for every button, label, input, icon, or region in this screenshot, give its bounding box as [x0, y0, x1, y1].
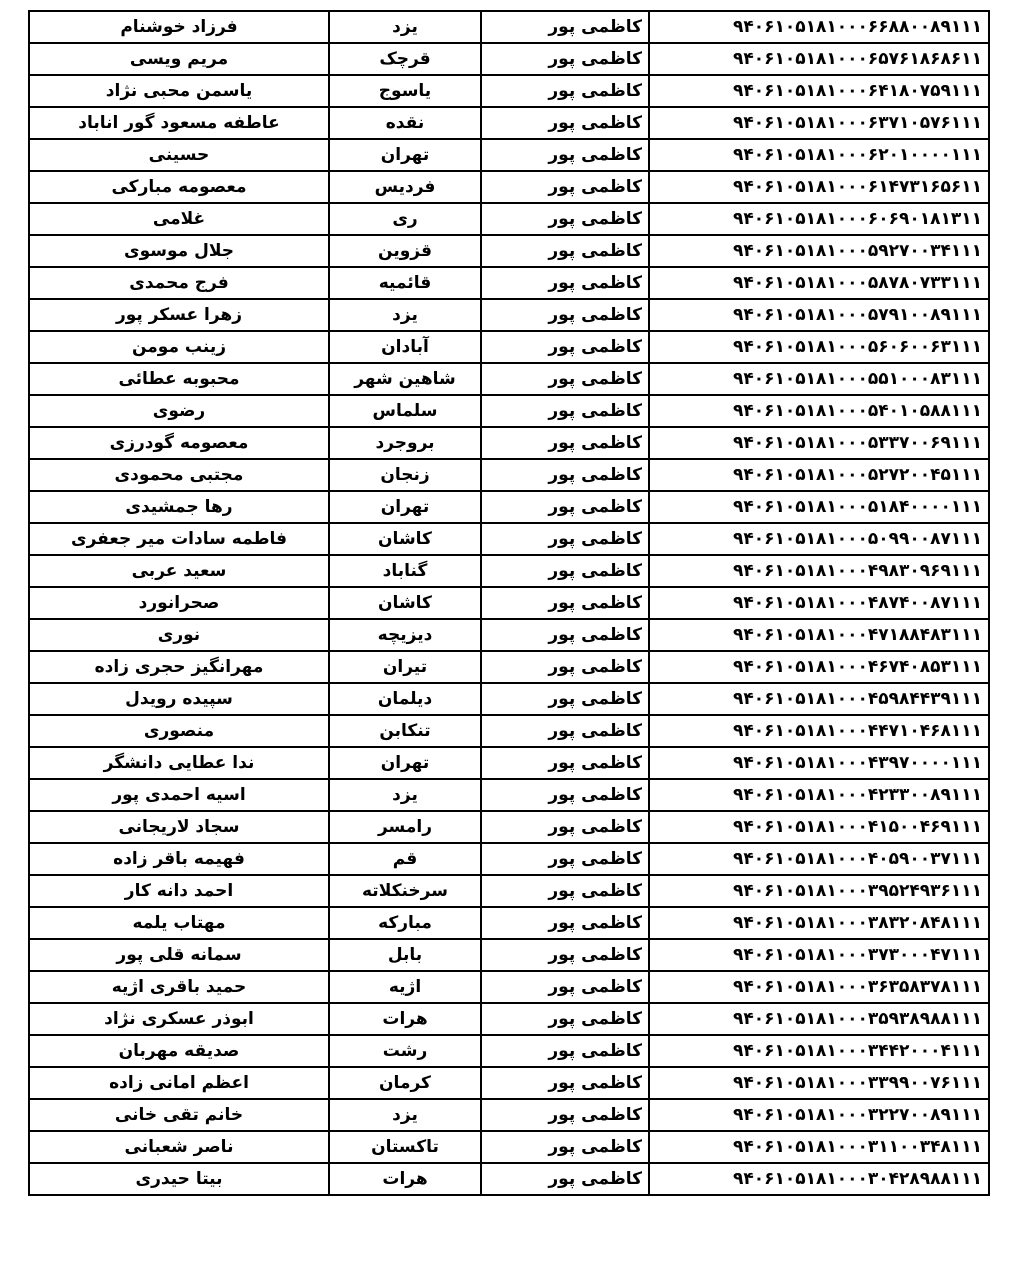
- person-name-cell: یاسمن محبی نژاد: [29, 75, 329, 107]
- records-table-body: [29, 11, 989, 1195]
- tracking-code-cell: ۹۴۰۶۱۰۵۱۸۱۰۰۰۴۸۷۴۰۰۸۷۱۱۱: [649, 587, 989, 619]
- agent-cell: کاظمی پور: [481, 299, 649, 331]
- table-row: [29, 651, 989, 683]
- city-cell: دیلمان: [329, 683, 481, 715]
- agent-cell: کاظمی پور: [481, 843, 649, 875]
- records-sheet: [28, 10, 988, 1196]
- table-row: [29, 43, 989, 75]
- table-row: [29, 1035, 989, 1067]
- table-row: [29, 747, 989, 779]
- tracking-code-cell: ۹۴۰۶۱۰۵۱۸۱۰۰۰۶۳۷۱۰۵۷۶۱۱۱: [649, 107, 989, 139]
- table-row: [29, 555, 989, 587]
- city-cell: قزوین: [329, 235, 481, 267]
- person-name-cell: فرزاد خوشنام: [29, 11, 329, 43]
- person-name-cell: غلامی: [29, 203, 329, 235]
- person-name-cell: مهرانگیز حجری زاده: [29, 651, 329, 683]
- agent-cell: کاظمی پور: [481, 107, 649, 139]
- person-name-cell: سجاد لاریجانی: [29, 811, 329, 843]
- agent-cell: کاظمی پور: [481, 939, 649, 971]
- person-name-cell: حسینی: [29, 139, 329, 171]
- table-row: [29, 75, 989, 107]
- table-row: [29, 139, 989, 171]
- table-row: [29, 1067, 989, 1099]
- person-name-cell: مجتبی محمودی: [29, 459, 329, 491]
- table-row: [29, 811, 989, 843]
- person-name-cell: رها جمشیدی: [29, 491, 329, 523]
- table-row: [29, 203, 989, 235]
- agent-cell: کاظمی پور: [481, 1131, 649, 1163]
- city-cell: کاشان: [329, 587, 481, 619]
- table-row: [29, 107, 989, 139]
- tracking-code-cell: ۹۴۰۶۱۰۵۱۸۱۰۰۰۳۱۱۰۰۳۴۸۱۱۱: [649, 1131, 989, 1163]
- table-row: [29, 11, 989, 43]
- city-cell: یزد: [329, 779, 481, 811]
- records-table: [28, 10, 990, 1196]
- tracking-code-cell: ۹۴۰۶۱۰۵۱۸۱۰۰۰۴۱۵۰۰۴۶۹۱۱۱: [649, 811, 989, 843]
- agent-cell: کاظمی پور: [481, 1099, 649, 1131]
- table-row: [29, 395, 989, 427]
- agent-cell: کاظمی پور: [481, 683, 649, 715]
- city-cell: دیزیچه: [329, 619, 481, 651]
- table-row: [29, 619, 989, 651]
- city-cell: شاهین شهر: [329, 363, 481, 395]
- agent-cell: کاظمی پور: [481, 1163, 649, 1195]
- city-cell: سلماس: [329, 395, 481, 427]
- person-name-cell: زهرا عسکر پور: [29, 299, 329, 331]
- person-name-cell: ناصر شعبانی: [29, 1131, 329, 1163]
- tracking-code-cell: ۹۴۰۶۱۰۵۱۸۱۰۰۰۳۷۳۰۰۰۴۷۱۱۱: [649, 939, 989, 971]
- tracking-code-cell: ۹۴۰۶۱۰۵۱۸۱۰۰۰۳۸۳۲۰۸۴۸۱۱۱: [649, 907, 989, 939]
- agent-cell: کاظمی پور: [481, 331, 649, 363]
- tracking-code-cell: ۹۴۰۶۱۰۵۱۸۱۰۰۰۶۶۸۸۰۰۸۹۱۱۱: [649, 11, 989, 43]
- tracking-code-cell: ۹۴۰۶۱۰۵۱۸۱۰۰۰۵۲۷۲۰۰۴۵۱۱۱: [649, 459, 989, 491]
- agent-cell: کاظمی پور: [481, 427, 649, 459]
- city-cell: قائمیه: [329, 267, 481, 299]
- person-name-cell: رضوی: [29, 395, 329, 427]
- table-row: [29, 427, 989, 459]
- person-name-cell: عاطفه مسعود گور اناباد: [29, 107, 329, 139]
- tracking-code-cell: ۹۴۰۶۱۰۵۱۸۱۰۰۰۳۹۵۲۴۹۳۶۱۱۱: [649, 875, 989, 907]
- table-row: [29, 491, 989, 523]
- tracking-code-cell: ۹۴۰۶۱۰۵۱۸۱۰۰۰۳۲۲۷۰۰۸۹۱۱۱: [649, 1099, 989, 1131]
- city-cell: سرخنکلاته: [329, 875, 481, 907]
- agent-cell: کاظمی پور: [481, 11, 649, 43]
- tracking-code-cell: ۹۴۰۶۱۰۵۱۸۱۰۰۰۶۱۴۷۳۱۶۵۶۱۱: [649, 171, 989, 203]
- table-row: [29, 1131, 989, 1163]
- person-name-cell: بیتا حیدری: [29, 1163, 329, 1195]
- tracking-code-cell: ۹۴۰۶۱۰۵۱۸۱۰۰۰۵۴۰۱۰۵۸۸۱۱۱: [649, 395, 989, 427]
- person-name-cell: حمید باقری اژیه: [29, 971, 329, 1003]
- tracking-code-cell: ۹۴۰۶۱۰۵۱۸۱۰۰۰۴۲۳۳۰۰۸۹۱۱۱: [649, 779, 989, 811]
- city-cell: تیران: [329, 651, 481, 683]
- table-row: [29, 235, 989, 267]
- agent-cell: کاظمی پور: [481, 555, 649, 587]
- agent-cell: کاظمی پور: [481, 75, 649, 107]
- tracking-code-cell: ۹۴۰۶۱۰۵۱۸۱۰۰۰۴۳۹۷۰۰۰۰۱۱۱: [649, 747, 989, 779]
- person-name-cell: صدیقه مهربان: [29, 1035, 329, 1067]
- person-name-cell: احمد دانه کار: [29, 875, 329, 907]
- city-cell: کرمان: [329, 1067, 481, 1099]
- tracking-code-cell: ۹۴۰۶۱۰۵۱۸۱۰۰۰۴۵۹۸۴۴۳۹۱۱۱: [649, 683, 989, 715]
- agent-cell: کاظمی پور: [481, 619, 649, 651]
- tracking-code-cell: ۹۴۰۶۱۰۵۱۸۱۰۰۰۵۶۰۶۰۰۶۳۱۱۱: [649, 331, 989, 363]
- table-row: [29, 875, 989, 907]
- agent-cell: کاظمی پور: [481, 715, 649, 747]
- person-name-cell: فرج محمدی: [29, 267, 329, 299]
- tracking-code-cell: ۹۴۰۶۱۰۵۱۸۱۰۰۰۳۳۹۹۰۰۷۶۱۱۱: [649, 1067, 989, 1099]
- city-cell: قم: [329, 843, 481, 875]
- city-cell: یزد: [329, 299, 481, 331]
- table-row: [29, 331, 989, 363]
- tracking-code-cell: ۹۴۰۶۱۰۵۱۸۱۰۰۰۵۹۲۷۰۰۳۴۱۱۱: [649, 235, 989, 267]
- city-cell: تهران: [329, 139, 481, 171]
- tracking-code-cell: ۹۴۰۶۱۰۵۱۸۱۰۰۰۵۰۹۹۰۰۸۷۱۱۱: [649, 523, 989, 555]
- tracking-code-cell: ۹۴۰۶۱۰۵۱۸۱۰۰۰۴۹۸۳۰۹۶۹۱۱۱: [649, 555, 989, 587]
- person-name-cell: معصومه گودرزی: [29, 427, 329, 459]
- person-name-cell: سمانه قلی پور: [29, 939, 329, 971]
- table-row: [29, 523, 989, 555]
- tracking-code-cell: ۹۴۰۶۱۰۵۱۸۱۰۰۰۶۴۱۸۰۷۵۹۱۱۱: [649, 75, 989, 107]
- person-name-cell: زینب مومن: [29, 331, 329, 363]
- city-cell: هرات: [329, 1003, 481, 1035]
- table-row: [29, 971, 989, 1003]
- person-name-cell: جلال موسوی: [29, 235, 329, 267]
- city-cell: رامسر: [329, 811, 481, 843]
- person-name-cell: مهتاب یلمه: [29, 907, 329, 939]
- city-cell: تهران: [329, 747, 481, 779]
- agent-cell: کاظمی پور: [481, 491, 649, 523]
- city-cell: کاشان: [329, 523, 481, 555]
- table-row: [29, 683, 989, 715]
- tracking-code-cell: ۹۴۰۶۱۰۵۱۸۱۰۰۰۵۱۸۴۰۰۰۰۱۱۱: [649, 491, 989, 523]
- table-row: [29, 1003, 989, 1035]
- tracking-code-cell: ۹۴۰۶۱۰۵۱۸۱۰۰۰۴۴۷۱۰۴۶۸۱۱۱: [649, 715, 989, 747]
- city-cell: تاکستان: [329, 1131, 481, 1163]
- city-cell: بروجرد: [329, 427, 481, 459]
- table-row: [29, 363, 989, 395]
- tracking-code-cell: ۹۴۰۶۱۰۵۱۸۱۰۰۰۵۸۷۸۰۷۳۳۱۱۱: [649, 267, 989, 299]
- person-name-cell: خانم تقی خانی: [29, 1099, 329, 1131]
- table-row: [29, 1099, 989, 1131]
- person-name-cell: اعظم امانی زاده: [29, 1067, 329, 1099]
- agent-cell: کاظمی پور: [481, 811, 649, 843]
- city-cell: نقده: [329, 107, 481, 139]
- agent-cell: کاظمی پور: [481, 523, 649, 555]
- tracking-code-cell: ۹۴۰۶۱۰۵۱۸۱۰۰۰۳۶۳۵۸۳۷۸۱۱۱: [649, 971, 989, 1003]
- agent-cell: کاظمی پور: [481, 747, 649, 779]
- agent-cell: کاظمی پور: [481, 267, 649, 299]
- person-name-cell: فاطمه سادات میر جعفری: [29, 523, 329, 555]
- tracking-code-cell: ۹۴۰۶۱۰۵۱۸۱۰۰۰۳۵۹۳۸۹۸۸۱۱۱: [649, 1003, 989, 1035]
- agent-cell: کاظمی پور: [481, 203, 649, 235]
- person-name-cell: منصوری: [29, 715, 329, 747]
- tracking-code-cell: ۹۴۰۶۱۰۵۱۸۱۰۰۰۳۴۴۲۰۰۰۴۱۱۱: [649, 1035, 989, 1067]
- table-row: [29, 907, 989, 939]
- agent-cell: کاظمی پور: [481, 1003, 649, 1035]
- city-cell: یزد: [329, 1099, 481, 1131]
- city-cell: یزد: [329, 11, 481, 43]
- agent-cell: کاظمی پور: [481, 43, 649, 75]
- table-row: [29, 587, 989, 619]
- city-cell: فردیس: [329, 171, 481, 203]
- city-cell: یاسوج: [329, 75, 481, 107]
- agent-cell: کاظمی پور: [481, 139, 649, 171]
- agent-cell: کاظمی پور: [481, 1035, 649, 1067]
- table-row: [29, 779, 989, 811]
- city-cell: بابل: [329, 939, 481, 971]
- agent-cell: کاظمی پور: [481, 171, 649, 203]
- tracking-code-cell: ۹۴۰۶۱۰۵۱۸۱۰۰۰۶۵۷۶۱۸۶۸۶۱۱: [649, 43, 989, 75]
- person-name-cell: ابوذر عسکری نژاد: [29, 1003, 329, 1035]
- city-cell: تهران: [329, 491, 481, 523]
- agent-cell: کاظمی پور: [481, 235, 649, 267]
- table-row: [29, 1163, 989, 1195]
- person-name-cell: نوری: [29, 619, 329, 651]
- person-name-cell: سعید عربی: [29, 555, 329, 587]
- table-row: [29, 843, 989, 875]
- city-cell: اژیه: [329, 971, 481, 1003]
- tracking-code-cell: ۹۴۰۶۱۰۵۱۸۱۰۰۰۵۷۹۱۰۰۸۹۱۱۱: [649, 299, 989, 331]
- agent-cell: کاظمی پور: [481, 779, 649, 811]
- person-name-cell: صحرانورد: [29, 587, 329, 619]
- agent-cell: کاظمی پور: [481, 907, 649, 939]
- tracking-code-cell: ۹۴۰۶۱۰۵۱۸۱۰۰۰۴۷۱۸۸۴۸۳۱۱۱: [649, 619, 989, 651]
- table-row: [29, 267, 989, 299]
- person-name-cell: فهیمه باقر زاده: [29, 843, 329, 875]
- city-cell: آبادان: [329, 331, 481, 363]
- tracking-code-cell: ۹۴۰۶۱۰۵۱۸۱۰۰۰۵۵۱۰۰۰۸۳۱۱۱: [649, 363, 989, 395]
- table-row: [29, 939, 989, 971]
- agent-cell: کاظمی پور: [481, 971, 649, 1003]
- person-name-cell: مریم ویسی: [29, 43, 329, 75]
- agent-cell: کاظمی پور: [481, 875, 649, 907]
- table-row: [29, 459, 989, 491]
- tracking-code-cell: ۹۴۰۶۱۰۵۱۸۱۰۰۰۵۳۳۷۰۰۶۹۱۱۱: [649, 427, 989, 459]
- city-cell: زنجان: [329, 459, 481, 491]
- table-row: [29, 299, 989, 331]
- city-cell: مبارکه: [329, 907, 481, 939]
- person-name-cell: سپیده رویدل: [29, 683, 329, 715]
- city-cell: رشت: [329, 1035, 481, 1067]
- tracking-code-cell: ۹۴۰۶۱۰۵۱۸۱۰۰۰۶۰۶۹۰۱۸۱۳۱۱: [649, 203, 989, 235]
- agent-cell: کاظمی پور: [481, 1067, 649, 1099]
- person-name-cell: محبوبه عطائی: [29, 363, 329, 395]
- agent-cell: کاظمی پور: [481, 459, 649, 491]
- city-cell: تنکابن: [329, 715, 481, 747]
- agent-cell: کاظمی پور: [481, 363, 649, 395]
- city-cell: قرچک: [329, 43, 481, 75]
- city-cell: گناباد: [329, 555, 481, 587]
- agent-cell: کاظمی پور: [481, 587, 649, 619]
- city-cell: ری: [329, 203, 481, 235]
- tracking-code-cell: ۹۴۰۶۱۰۵۱۸۱۰۰۰۴۶۷۴۰۸۵۳۱۱۱: [649, 651, 989, 683]
- agent-cell: کاظمی پور: [481, 651, 649, 683]
- person-name-cell: ندا عطایی دانشگر: [29, 747, 329, 779]
- table-row: [29, 171, 989, 203]
- person-name-cell: معصومه مبارکی: [29, 171, 329, 203]
- agent-cell: کاظمی پور: [481, 395, 649, 427]
- tracking-code-cell: ۹۴۰۶۱۰۵۱۸۱۰۰۰۳۰۴۲۸۹۸۸۱۱۱: [649, 1163, 989, 1195]
- tracking-code-cell: ۹۴۰۶۱۰۵۱۸۱۰۰۰۴۰۵۹۰۰۳۷۱۱۱: [649, 843, 989, 875]
- table-row: [29, 715, 989, 747]
- city-cell: هرات: [329, 1163, 481, 1195]
- person-name-cell: اسیه احمدی پور: [29, 779, 329, 811]
- tracking-code-cell: ۹۴۰۶۱۰۵۱۸۱۰۰۰۶۲۰۱۰۰۰۰۱۱۱: [649, 139, 989, 171]
